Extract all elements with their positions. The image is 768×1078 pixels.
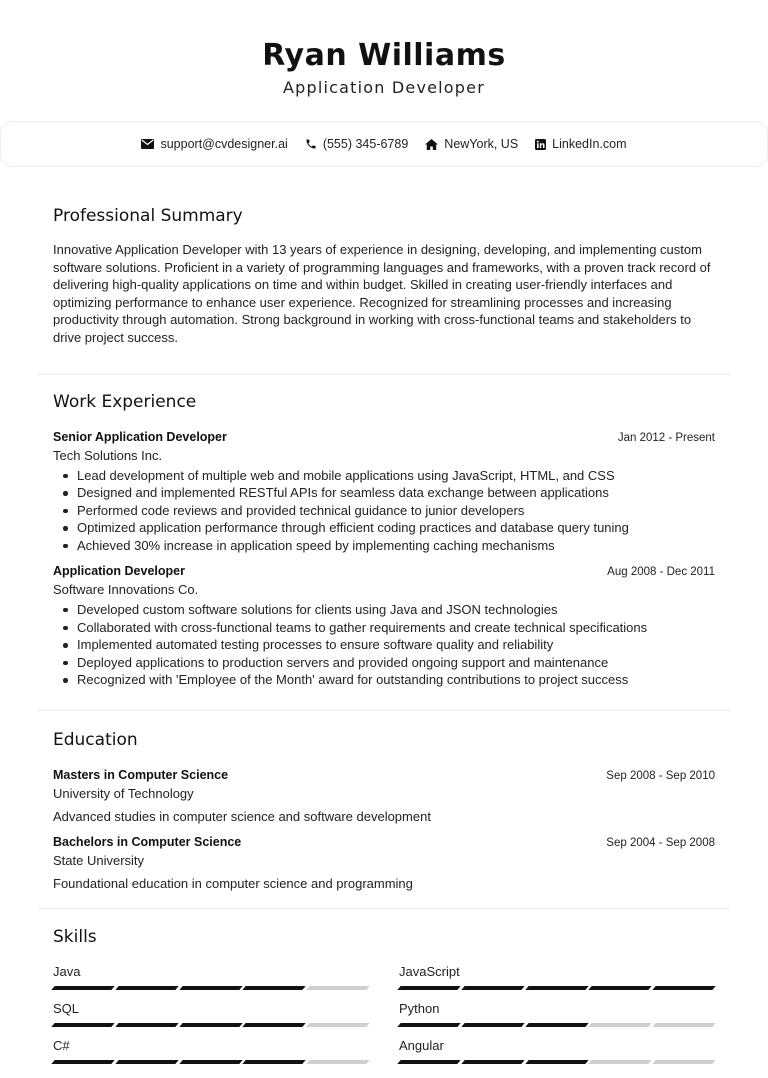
education-section <box>53 729 715 892</box>
skill-level-bar <box>399 986 714 990</box>
education-description: Advanced studies in computer science and software development <box>53 808 431 824</box>
skill-level-bar <box>399 1060 714 1064</box>
job-entry <box>53 429 715 554</box>
job-company: Tech Solutions Inc. <box>53 448 163 463</box>
job-bullets <box>53 601 715 689</box>
contact-location <box>425 137 518 151</box>
skill-level-segment <box>653 1060 716 1064</box>
skill-level-segment <box>307 1023 370 1027</box>
skill-level-bar <box>399 1023 714 1027</box>
skill-item <box>53 964 368 990</box>
skill-level-segment <box>243 1023 306 1027</box>
skill-level-bar <box>53 1060 368 1064</box>
job-bullets <box>53 467 715 555</box>
degree-name: Masters in Computer Science <box>53 768 229 782</box>
divider <box>38 908 730 909</box>
skill-name: C# <box>53 1038 70 1053</box>
candidate-title: Application Developer <box>283 78 485 97</box>
skill-level-segment <box>51 1060 114 1064</box>
skill-level-segment <box>115 1060 178 1064</box>
skills-heading: Skills <box>53 927 97 947</box>
job-bullet: Deployed applications to production servers and provided ongoing support and maintenance <box>53 654 715 672</box>
skill-level-segment <box>461 1060 524 1064</box>
school-name: University of Technology <box>53 786 194 801</box>
skill-name: Python <box>399 1001 440 1016</box>
job-bullet: Optimized application performance through efficient coding practices and database query tuning <box>53 519 715 537</box>
skill-level-segment <box>307 1060 370 1064</box>
job-bullet: Developed custom software solutions for clients using Java and JSON technologies <box>53 601 715 619</box>
skill-level-segment <box>525 1023 588 1027</box>
phone-text: (555) 345-6789 <box>322 137 409 151</box>
skill-level-segment <box>243 1060 306 1064</box>
skill-item <box>399 964 714 990</box>
job-role: Application Developer <box>53 564 185 579</box>
skill-name: JavaScript <box>399 964 460 979</box>
skill-level-segment <box>243 986 306 990</box>
contact-email[interactable] <box>141 137 287 151</box>
job-dates: Jan 2012 - Present <box>617 432 715 444</box>
contact-bar <box>0 121 768 167</box>
job-bullet: Implemented automated testing processes to ensure software quality and reliability <box>53 636 715 654</box>
education-dates: Sep 2004 - Sep 2008 <box>606 837 715 850</box>
skill-level-segment <box>653 986 716 990</box>
envelope-icon <box>141 139 154 149</box>
skill-level-bar <box>53 1023 368 1027</box>
skill-level-segment <box>589 986 652 990</box>
phone-icon <box>305 138 317 150</box>
resume-header <box>0 0 768 98</box>
summary-heading: Professional Summary <box>53 206 243 226</box>
skill-level-segment <box>461 1023 524 1027</box>
contact-linkedin[interactable] <box>535 137 626 151</box>
skill-item <box>53 1001 368 1027</box>
skill-level-segment <box>179 986 242 990</box>
education-dates: Sep 2008 - Sep 2010 <box>606 770 715 782</box>
job-bullet: Recognized with 'Employee of the Month' award for outstanding contributions to project success <box>53 671 715 689</box>
location-text: NewYork, US <box>444 137 519 151</box>
job-bullet: Lead development of multiple web and mobile applications using JavaScript, HTML, and CSS <box>53 467 715 485</box>
summary-text: Innovative Application Developer with 13 years of experience in designing, developing, and implementing custom software solutions. Proficient in a variety of programming languages and frameworks, with a proven track record of delivering high-quality applications on time and within budget. Skilled in creating user-friendly interfaces and optimizing performance to enhance user experience. Recognized for streamlining processes and increasing productivity through automation. Strong background in working with cross-functional teams and stakeholders to drive project success. <box>53 242 711 345</box>
email-text: support@cvdesigner.ai <box>160 137 288 151</box>
job-bullet: Collaborated with cross-functional teams to gather requirements and create technical specifications <box>53 619 715 637</box>
job-bullet: Achieved 30% increase in application speed by implementing caching mechanisms <box>53 537 715 555</box>
skill-level-segment <box>179 1023 242 1027</box>
experience-section <box>53 391 715 689</box>
skill-level-segment <box>397 1023 460 1027</box>
skill-level-segment <box>51 986 114 990</box>
skill-level-segment <box>397 986 460 990</box>
skill-level-segment <box>51 1023 114 1027</box>
skill-level-segment <box>461 986 524 990</box>
candidate-name: Ryan Williams <box>262 38 506 73</box>
skill-name: SQL <box>53 1001 80 1016</box>
skill-item <box>399 1001 714 1027</box>
job-entry <box>53 563 715 688</box>
skill-name: Java <box>53 964 81 979</box>
job-role: Senior Application Developer <box>53 430 227 444</box>
school-name: State University <box>53 853 145 869</box>
skill-level-segment <box>179 1060 242 1064</box>
degree-name: Bachelors in Computer Science <box>53 835 242 850</box>
skill-level-segment <box>525 1060 588 1064</box>
skill-level-segment <box>589 1023 652 1027</box>
education-entry <box>53 834 715 892</box>
job-company: Software Innovations Co. <box>53 582 199 598</box>
divider <box>38 710 730 711</box>
skill-level-bar <box>53 986 368 990</box>
education-description: Foundational education in computer science and programming <box>53 875 413 891</box>
job-bullet: Performed code reviews and provided technical guidance to junior developers <box>53 502 715 520</box>
education-heading: Education <box>53 730 138 750</box>
skill-level-segment <box>115 1023 178 1027</box>
skill-name: Angular <box>399 1038 444 1053</box>
skill-level-segment <box>397 1060 460 1064</box>
skill-item <box>399 1038 714 1064</box>
skills-section <box>53 926 715 1064</box>
experience-heading: Work Experience <box>53 392 197 412</box>
job-bullet: Designed and implemented RESTful APIs for seamless data exchange between applications <box>53 484 715 502</box>
skill-level-segment <box>115 986 178 990</box>
contact-phone[interactable] <box>305 137 408 151</box>
education-entry <box>53 767 715 825</box>
skill-level-segment <box>589 1060 652 1064</box>
job-dates: Aug 2008 - Dec 2011 <box>607 566 715 579</box>
skill-level-segment <box>307 986 370 990</box>
skill-item <box>53 1038 368 1064</box>
skill-level-segment <box>653 1023 716 1027</box>
linkedin-icon <box>535 139 546 150</box>
skills-grid <box>53 964 715 1064</box>
linkedin-text: LinkedIn.com <box>552 137 627 151</box>
home-icon <box>425 139 438 150</box>
skill-level-segment <box>525 986 588 990</box>
divider <box>38 374 730 375</box>
summary-section <box>53 205 715 347</box>
